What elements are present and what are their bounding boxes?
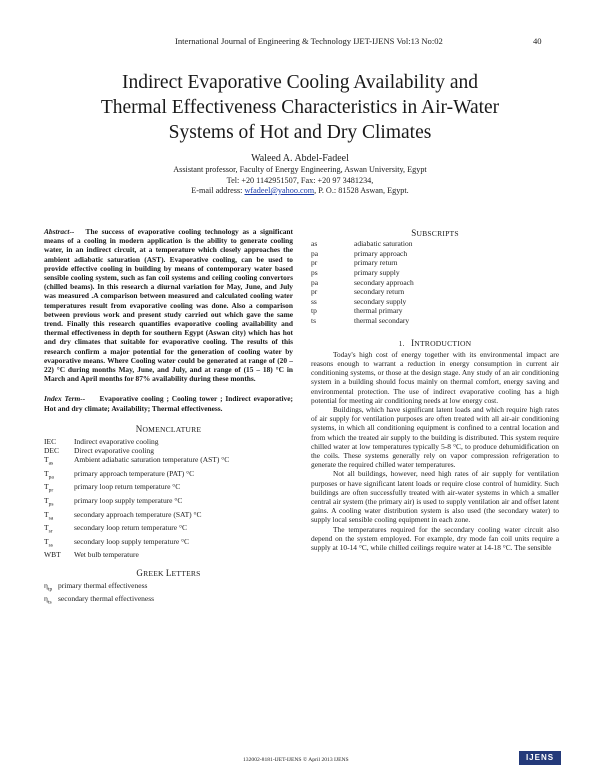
nomenclature-symbol: $T_{sr}$ (44, 523, 53, 535)
subscript-row (311, 278, 559, 288)
subscript-symbol: ps (311, 267, 318, 277)
nomenclature-row (44, 455, 293, 469)
greek-letters-heading: GREEK LETTERS (136, 567, 201, 578)
email-prefix: E-mail address: (191, 186, 245, 195)
subscript-row (311, 249, 559, 259)
introduction-heading: 1. INTRODUCTION (398, 337, 472, 348)
abstract (44, 227, 293, 383)
left-column (44, 227, 293, 608)
subscript-definition: secondary return (354, 287, 405, 297)
subscript-symbol: pa (311, 248, 319, 258)
subscript-row (311, 287, 559, 297)
greek-letter-row (44, 581, 293, 595)
nomenclature-symbol: $T_{pr}$ (44, 482, 54, 494)
subscript-symbol: tp (311, 306, 317, 316)
index-terms (44, 394, 293, 412)
greek-letters-list (44, 581, 293, 608)
subscript-symbol: pr (311, 258, 318, 268)
page-number: 40 (533, 36, 542, 46)
nomenclature-definition: secondary loop return temperature °C (74, 523, 187, 533)
greek-letter-definition: secondary thermal effectiveness (58, 594, 155, 604)
subscript-symbol: as (311, 239, 318, 249)
intro-paragraph-4: The temperatures required for the secondary cooling water circuit also depend on the system employed. For example, dry mode fan coil units require a supply at 10-14 °C, while chilled ceilings require water at 14-18 °C. The sensible (311, 524, 559, 553)
greek-letter-definition: primary thermal effectiveness (58, 580, 148, 590)
nomenclature-row (44, 537, 293, 551)
right-column (311, 229, 559, 552)
ijens-logo: IJENS (519, 751, 561, 765)
nomenclature-definition: secondary loop supply temperature °C (74, 536, 190, 546)
nomenclature-row (44, 469, 293, 483)
subscript-definition: thermal secondary (354, 315, 410, 325)
subscript-row (311, 268, 559, 278)
title-line-1: Indirect Evaporative Cooling Availability and (122, 72, 478, 93)
subscript-row (311, 316, 559, 326)
author-contact (100, 186, 500, 197)
abstract-text: The success of evaporative cooling technology as a significant means of a cooling in modern application is the ability to generate cooling water, in an indirect circuit, at a temperature which closely approaches the ambient adiabatic saturation (AST). Evaporative cooling, can be used to provide effective cooling in building by means of contemporary water based sensible cooling system, such as fan coil systems and ceiling cooling convertors (chilled beams). In this research a diurnal variation for May, June, and July was measured .A comparison between measured and calculated cooling water temperatures result from evaporative cooling was done. Also a comparison between previous work and present study carried out which gave the same trend. Finally this research quantifies evaporative cooling availability and thermal effectiveness in depth for southern Egypt (Aswan city) which has hot and dry climates that suitable for evaporative cooling. The results of this research confirm a major potential for the generation of cooling water by evaporative means. Where Cooling water could be generated at range of (20 – 22) °C during months May, June, and July, and at range of (15 – 18) °C in March and April months for 87% availability during these months. (44, 227, 293, 384)
nomenclature-definition: primary approach temperature (PAT) °C (74, 468, 195, 478)
nomenclature-definition: primary loop return temperature °C (74, 482, 181, 492)
author-affiliation: Assistant professor, Faculty of Energy Engineering, Aswan University, Egypt (173, 165, 427, 174)
subscript-symbol: pa (311, 277, 319, 287)
nomenclature-symbol: $T_{pa}$ (44, 468, 54, 481)
nomenclature-list (44, 437, 293, 559)
subscript-symbol: ss (311, 296, 317, 306)
intro-paragraph-3: Not all buildings, however, need high rates of air supply for ventilation purposes or have significant latent loads or require close control of humidity. Such buildings are often successfully treated with air-water systems in which a smaller central air system (the primary air) is used to supply ventilation air and offset latent gains. A cooling water distribution system is also used (the secondary water) to supply local sensible cooling equipment in each zone. (311, 469, 559, 525)
greek-letter-row (44, 594, 293, 608)
author-phone: Tel: +20 1142951507, Fax: +20 97 3481234, (226, 175, 374, 185)
index-terms-text: Evaporative cooling ; Cooling tower ; Indirect evaporative; Hot and dry climate; Availability; Thermal effectiveness. (44, 394, 293, 413)
nomenclature-symbol: $T_{ss}$ (44, 536, 53, 549)
subscript-definition: primary return (354, 258, 398, 268)
author-block (100, 152, 500, 197)
abstract-label: Abstract-- (44, 227, 75, 236)
subscript-row (311, 297, 559, 307)
nomenclature-definition: secondary approach temperature (SAT) °C (74, 509, 202, 519)
title-line-3: Systems of Hot and Dry Climates (168, 122, 432, 143)
nomenclature-symbol: $T_{as}$ (44, 455, 54, 467)
nomenclature-definition: Indirect evaporative cooling (74, 437, 159, 447)
nomenclature-row (44, 437, 293, 446)
subscript-definition: secondary supply (354, 296, 407, 306)
subscript-definition: adiabatic saturation (354, 239, 413, 249)
subscripts-list (311, 239, 559, 325)
nomenclature-definition: Wet bulb temperature (74, 550, 139, 560)
nomenclature-symbol: $T_{ps}$ (44, 496, 54, 508)
greek-letter-symbol: $\eta_{tp}$ (44, 580, 53, 593)
paper-title (40, 70, 560, 145)
nomenclature-symbol: WBT (44, 550, 61, 560)
author-name: Waleed A. Abdel-Fadeel (251, 153, 349, 164)
nomenclature-definition: Direct evaporative cooling (74, 446, 154, 456)
subscript-row (311, 239, 559, 249)
subscript-row (311, 258, 559, 268)
subscript-row (311, 306, 559, 316)
nomenclature-row (44, 550, 293, 559)
nomenclature-definition: primary loop supply temperature °C (74, 496, 183, 506)
nomenclature-row (44, 446, 293, 455)
nomenclature-symbol: IEC (44, 437, 57, 447)
subscript-definition: primary approach (354, 248, 408, 258)
footer-code: 132002-8181-IJET-IJENS © April 2013 IJENS (243, 757, 349, 763)
subscript-symbol: ts (311, 315, 317, 325)
nomenclature-symbol: $T_{sa}$ (44, 509, 54, 522)
subscript-definition: secondary approach (354, 277, 414, 287)
nomenclature-row (44, 496, 293, 510)
nomenclature-row (44, 510, 293, 524)
subscript-symbol: pr (311, 287, 318, 297)
nomenclature-symbol: DEC (44, 446, 59, 456)
subscript-definition: thermal primary (354, 306, 403, 316)
email-link[interactable]: wfadeel@yahoo.com (244, 186, 315, 195)
nomenclature-row (44, 482, 293, 496)
greek-letter-symbol: $\eta_{ts}$ (44, 594, 52, 606)
nomenclature-definition: Ambient adiabatic saturation temperature (AST) °C (74, 455, 230, 465)
nomenclature-row (44, 523, 293, 537)
nomenclature-heading: NOMENCLATURE (135, 423, 202, 434)
subscript-definition: primary supply (354, 267, 400, 277)
journal-name: International Journal of Engineering & Technology IJET-IJENS Vol:13 No:02 (175, 36, 443, 46)
title-line-2: Thermal Effectiveness Characteristics in Air-Water (100, 97, 500, 118)
email-suffix: , P. O.: 81528 Aswan, Egypt. (314, 186, 409, 195)
subscripts-heading: SUBSCRIPTS (411, 228, 459, 238)
intro-paragraph-1: Today's high cost of energy together with its environmental impact are reasons enough to warrant a reduction in energy consumption in current air conditioning systems, or those at the design stage. Any study of an air conditioning system in a building should focus mainly on thermal comfort, energy saving and environmental protection. The use of indirect evaporative cooling has a high potential for meeting air conditioning needs at low energy cost. (311, 349, 559, 405)
intro-paragraph-2: Buildings, which have significant latent loads and which require high rates of air supply for ventilation purposes are often treated with all air-air conditioning systems, in which all conditioning equipment is confined to a central location and from which the treated air supply to the building is distributed. This system require chilled water at low temperatures typically 5-8 °C, to produce dehumidification on the coils. These systems generally rely on vapor compression refrigeration to generate the required chilled water temperatures. (311, 404, 559, 470)
index-terms-label: Index Term-- (44, 394, 86, 404)
